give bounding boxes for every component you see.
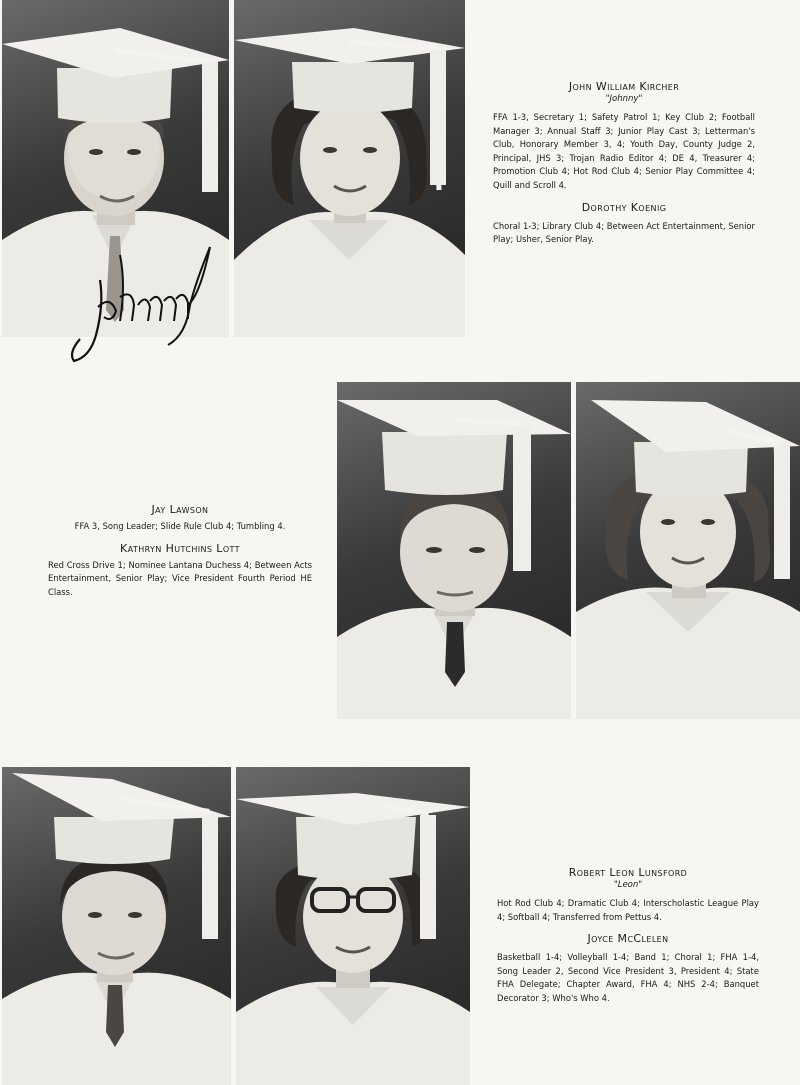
graduate-male-portrait-2	[337, 382, 571, 719]
johnny-signature	[60, 235, 220, 365]
senior-activities: Choral 1-3; Library Club 4; Between Act Entertainment, Senior Play; Usher, Senior Play.	[493, 220, 755, 245]
portrait-photo-lott	[576, 382, 800, 719]
senior-name: Jay Lawson	[151, 503, 209, 516]
portrait-photo-koenig	[234, 0, 465, 337]
senior-nickname: "Leon"	[613, 880, 643, 890]
graduate-male-portrait-3	[2, 767, 231, 1085]
senior-name: Dorothy Koenig	[581, 200, 667, 214]
portrait-photo-mcclelen	[236, 767, 470, 1085]
bio-block-row-2	[48, 503, 312, 607]
senior-name: Joyce McClelen	[587, 932, 669, 946]
senior-nickname: "Johnny"	[605, 94, 643, 104]
bio-block-row-3	[497, 866, 759, 1014]
senior-activities: FFA 3, Song Leader; Slide Rule Club 4; Tumbling 4.	[74, 521, 286, 531]
graduate-female-portrait-3	[236, 767, 470, 1085]
portrait-photo-lunsford	[2, 767, 231, 1085]
senior-name: Robert Leon Lunsford	[568, 866, 688, 879]
senior-activities: Hot Rod Club 4; Dramatic Club 4; Interscholastic League Play 4; Softball 4; Transferred from Pettus 4.	[497, 898, 759, 922]
senior-name: Kathryn Hutchins Lott	[120, 541, 240, 555]
senior-activities: Basketball 1-4; Volleyball 1-4; Band 1; Choral 1; FHA 1-4, Song Leader 2, Second Vice President 3, President 4; State FHA Delegate; Chapter Award, FHA 4; NHS 2-4; Banquet Decorator 3; Who's Who 4.	[497, 952, 759, 1003]
bio-block-row-1	[493, 80, 755, 255]
senior-activities: FFA 1-3, Secretary 1; Safety Patrol 1; Key Club 2; Football Manager 3; Annual Staff 3; Junior Play Cast 3; Letterman's Club, Honorary Member 3, 4; Youth Day, County Judge 2, Principal, JHS 3; Trojan Radio Editor 4; DE 4, Treasurer 4; Promotion Club 4; Hot Rod Club 4; Senior Play Committee 4; Quill and Scroll 4.	[493, 112, 755, 190]
graduate-female-portrait-1	[234, 0, 465, 337]
graduate-female-portrait-2	[576, 382, 800, 719]
portrait-photo-lawson	[337, 382, 571, 719]
senior-name: John William Kircher	[568, 80, 680, 93]
senior-activities: Red Cross Drive 1; Nominee Lantana Duchess 4; Between Acts Entertainment, Senior Play; Vice President Fourth Period HE Class.	[48, 559, 312, 597]
